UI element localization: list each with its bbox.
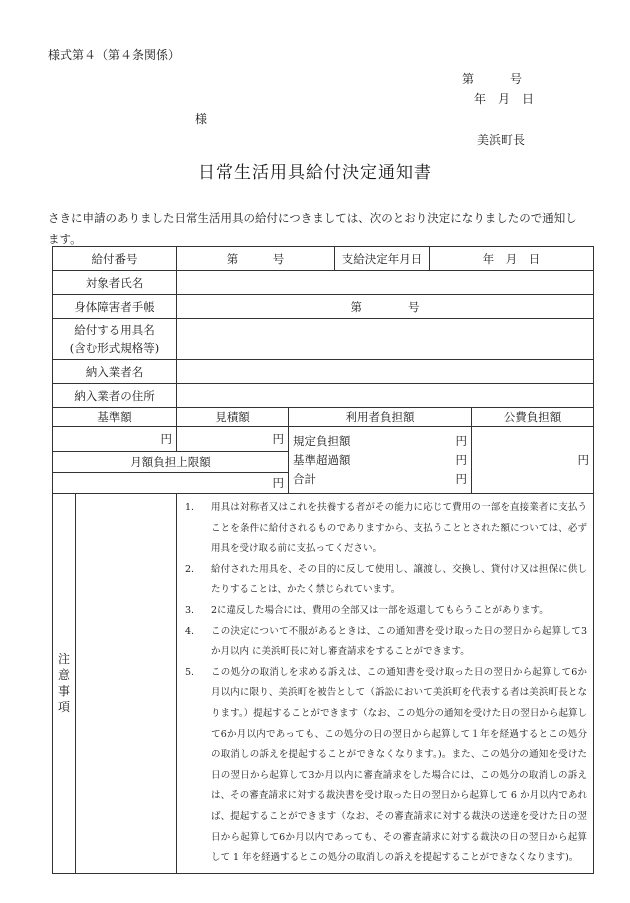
note-text: この決定について不服があるときは、この通知書を受け取った日の翌日から起算して3か月以内 に美浜町長に対し審査請求をすることができます。 — [211, 625, 588, 658]
note-text: この処分の取消しを求める訴えは、この通知書を受け取った日の翌日から起算して6か月以内に限り、美浜町を被告として（訴訟において美浜町を代表する者は美浜町長となります。）提起することができます（なお、この処分の通知を受けた日の翌日から起算して6か月以内であっても、この処分の日の翌日から起算して１年を経過するとこの処分の取消しの訴えを提起することができなくなります。)。また、この処分の通知を受けた日の翌日から起算して3か月以内に審査請求をした場合には、この処分の取消しの訴えは、その審査請求に対する裁決書を受け取った日の翌日から起算して 6 か月以内であれば、提起することができます（なお、その審査請求に対する裁決の送達を受けた日の翌日から起算して6か月以内であっても、その審査請求に対する裁決の日の翌日から起算して 1 年を経過するとこの処分の取消しの訴えを提起することができなくなります)。 — [211, 666, 588, 864]
page-title: 日常生活用具給付決定通知書 — [198, 163, 432, 183]
note-text: 2に違反した場合には、費用の全部又は一部を返還してもらうことがあります。 — [211, 604, 549, 616]
excess-yen: 円 — [455, 453, 468, 467]
grant-number-label: 給付番号 — [53, 247, 177, 271]
disability-book-label: 身体障害者手帳 — [53, 295, 177, 319]
notes-label-box — [53, 494, 76, 873]
row-amount-headers — [53, 408, 594, 427]
notes-list — [177, 494, 594, 874]
note-item-3 — [181, 601, 587, 622]
issuer-name: 美浜町長 — [477, 133, 526, 147]
row-grant-number — [53, 247, 594, 271]
decision-date-label: 支給決定年月日 — [335, 247, 430, 271]
item-label-line1: 給付する用具名 — [74, 323, 155, 337]
note-item-4 — [181, 622, 587, 663]
form-number: 様式第４（第４条関係） — [48, 48, 181, 62]
monthly-cap-label: 月額負担上限額 — [53, 452, 289, 473]
standard-amount-header: 基準額 — [53, 408, 177, 427]
note-text: 給付された用具を、その目的に反して使用し、譲渡し、交換し、貸付け又は担保に供したりすることは、かたく禁じられています。 — [211, 563, 588, 596]
excess-label: 基準超過額 — [293, 453, 351, 467]
row-supplier — [53, 360, 594, 384]
decision-date-value: 年 月 日 — [430, 247, 594, 271]
total-line — [293, 470, 467, 489]
row-notes — [53, 494, 594, 874]
note-item-1 — [181, 498, 587, 560]
standard-amount-yen: 円 — [53, 427, 177, 452]
intro-text: さきに申請のありました日常生活用具の給付につきましては、次のとおり決定になりましたので通知します。 — [48, 211, 577, 246]
note-number: 2. — [185, 563, 195, 575]
monthly-cap-yen: 円 — [53, 473, 289, 494]
note-text: 用具は対称者又はこれを扶養する者がその能力に応じて費用の一部を直接業者に支払うことを条件に給付されるものでありますから、支払うこととされた額については、必ず用具を受け取る前に支払ってください。 — [211, 502, 588, 555]
supplier-field[interactable] — [177, 360, 594, 384]
excess-line — [293, 451, 467, 470]
row-supplier-address — [53, 384, 594, 408]
note-number: 3. — [185, 604, 195, 616]
note-number: 4. — [185, 625, 195, 637]
notes-label-spacer — [76, 494, 176, 873]
note-item-2 — [181, 560, 587, 601]
decision-table — [52, 246, 594, 874]
fixed-burden-line — [293, 432, 467, 451]
notes-label: 注意事項 — [58, 652, 71, 715]
row-amounts — [53, 427, 594, 452]
grant-number-value: 第 号 — [177, 247, 335, 271]
addressee-suffix: 様 — [195, 112, 208, 126]
supplier-address-field[interactable] — [177, 384, 594, 408]
issue-date: 年 月 日 — [474, 92, 535, 106]
note-number: 1. — [185, 502, 195, 513]
estimate-amount-header: 見積額 — [177, 408, 289, 427]
note-item-5 — [181, 663, 587, 869]
note-number: 5. — [185, 666, 195, 678]
row-disability-book — [53, 295, 594, 319]
supplier-address-label: 納入業者の住所 — [53, 384, 177, 408]
row-recipient — [53, 271, 594, 295]
total-yen: 円 — [455, 472, 468, 486]
user-burden-header: 利用者負担額 — [289, 408, 472, 427]
supplier-label: 納入業者名 — [53, 360, 177, 384]
item-label-line2: (含む形式規格等) — [69, 341, 160, 355]
total-label: 合計 — [293, 472, 316, 486]
public-burden-yen: 円 — [472, 427, 594, 494]
recipient-label: 対象者氏名 — [53, 271, 177, 295]
row-item — [53, 319, 594, 360]
notes-label-cell — [53, 494, 177, 874]
fixed-burden-label: 規定負担額 — [293, 434, 351, 448]
user-burden-cell — [289, 427, 472, 494]
document-number: 第 号 — [462, 72, 523, 86]
item-field[interactable] — [177, 319, 594, 360]
disability-book-value[interactable]: 第 号 — [177, 295, 594, 319]
item-label — [53, 319, 177, 360]
recipient-field[interactable] — [177, 271, 594, 295]
estimate-amount-yen: 円 — [177, 427, 289, 452]
public-burden-header: 公費負担額 — [472, 408, 594, 427]
fixed-burden-yen: 円 — [455, 434, 468, 448]
